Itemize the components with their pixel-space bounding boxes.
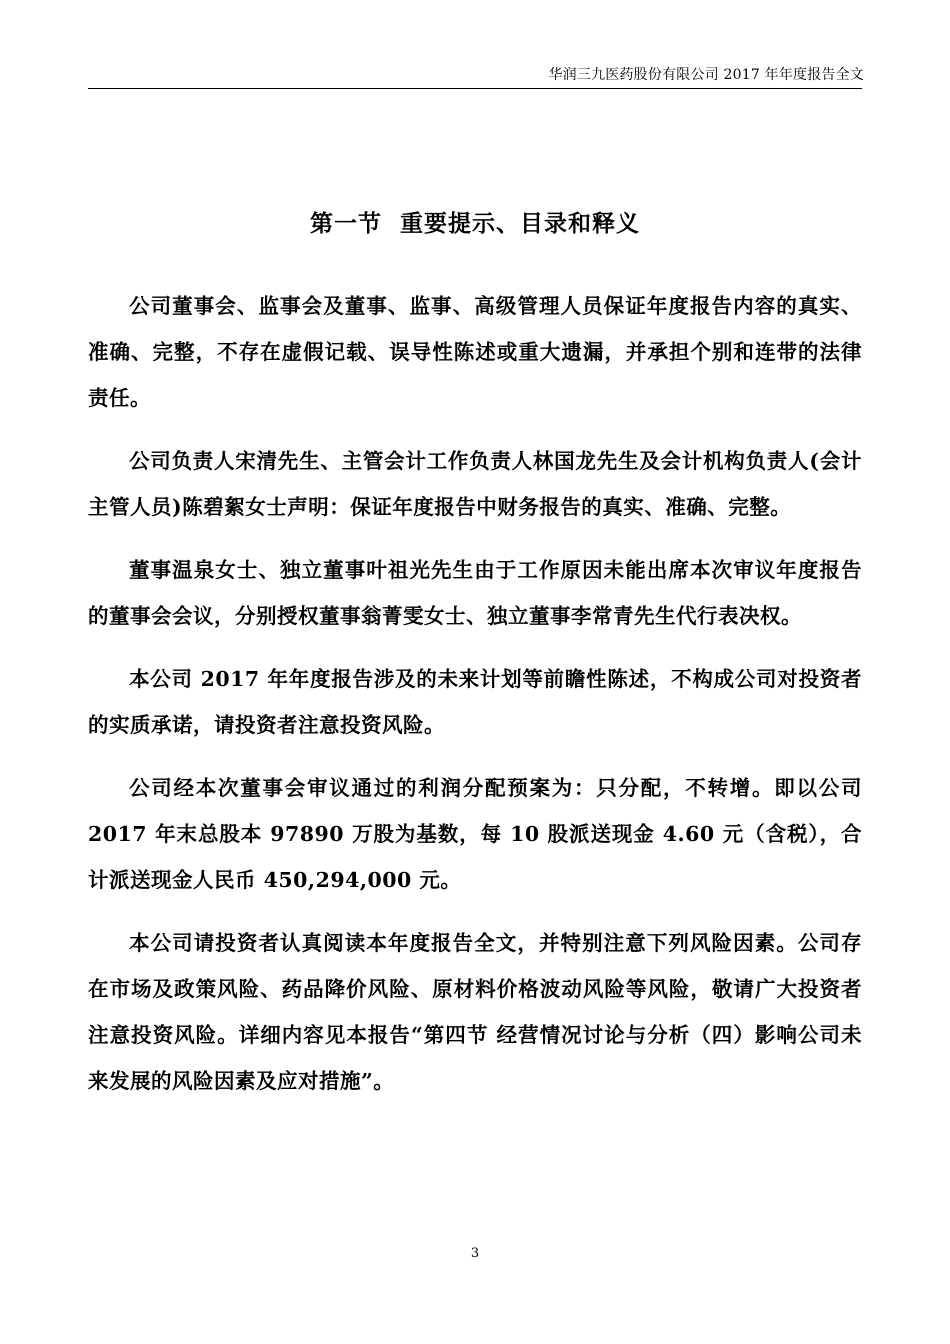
section-title: 第一节 重要提示、目录和释义 bbox=[309, 211, 640, 237]
paragraph-financial-declaration: 公司负责人宋清先生、主管会计工作负责人林国龙先生及会计机构负责人(会计主管人员)陈碧絮女士声明：保证年度报告中财务报告的真实、准确、完整。 bbox=[88, 449, 862, 519]
page-number: 3 bbox=[470, 1246, 480, 1261]
paragraph-absent-directors: 董事温泉女士、独立董事叶祖光先生由于工作原因未能出席本次审议年度报告的董事会会议，分别授权董事翁菁雯女士、独立董事李常青先生代行表决权。 bbox=[88, 558, 862, 628]
paragraph-profit-distribution: 公司经本次董事会审议通过的利润分配预案为：只分配，不转增。即以公司 2017 年末总股本 97890 万股为基数，每 10 股派送现金 4.60 元（含税），合计派送现金人民币 450,294,000 元。 bbox=[88, 776, 862, 892]
document-body bbox=[88, 283, 862, 1121]
paragraph-board-responsibility: 公司董事会、监事会及董事、监事、高级管理人员保证年度报告内容的真实、准确、完整，不存在虚假记载、误导性陈述或重大遗漏，并承担个别和连带的法律责任。 bbox=[88, 294, 862, 410]
paragraph-risk-factors: 本公司请投资者认真阅读本年度报告全文，并特别注意下列风险因素。公司存在市场及政策风险、药品降价风险、原材料价格波动风险等风险，敬请广大投资者注意投资风险。详细内容见本报告“第四节 经营情况讨论与分析（四）影响公司未来发展的风险因素及应对措施”。 bbox=[88, 931, 862, 1093]
header-divider bbox=[88, 88, 862, 89]
running-header: 华润三九医药股份有限公司 2017 年年度报告全文 bbox=[548, 67, 864, 83]
paragraph-forward-looking: 本公司 2017 年年度报告涉及的未来计划等前瞻性陈述，不构成公司对投资者的实质承诺，请投资者注意投资风险。 bbox=[88, 667, 862, 737]
